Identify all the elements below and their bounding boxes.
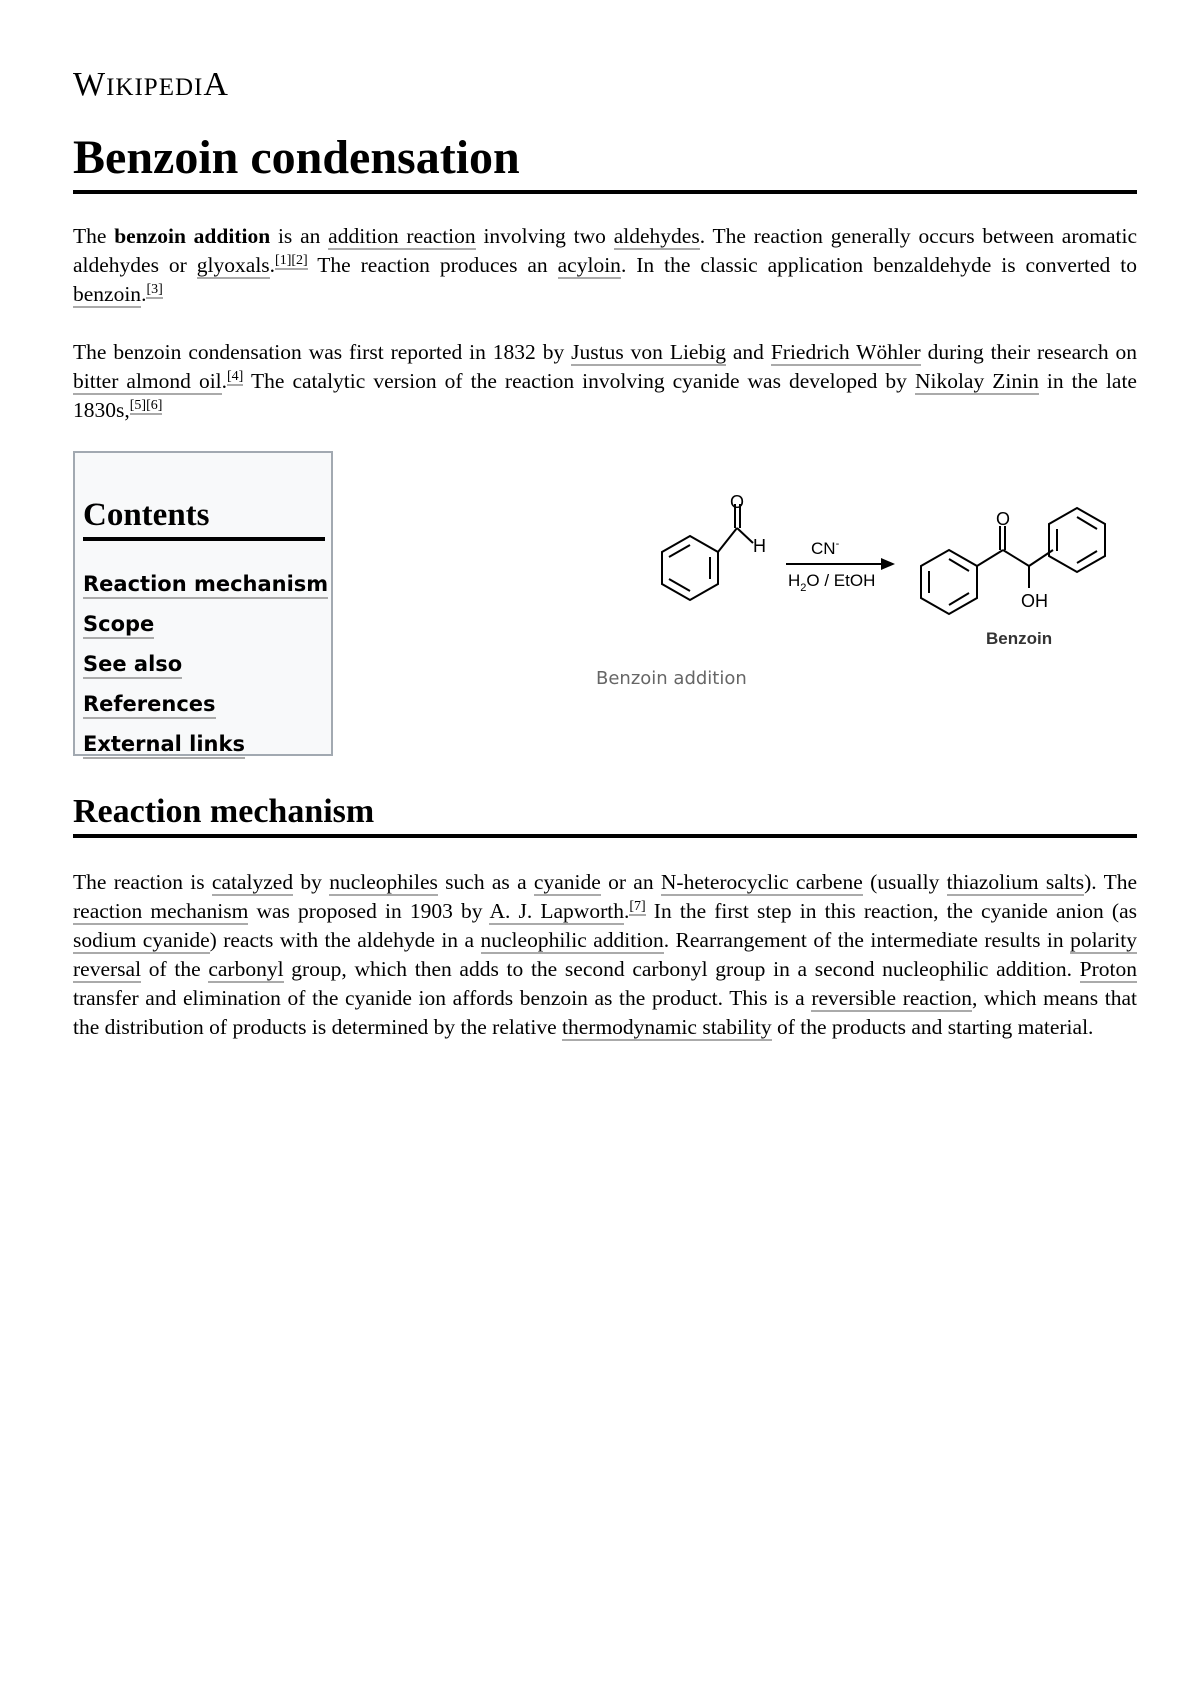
link-addition-reaction[interactable]: addition reaction <box>328 224 476 248</box>
link-acyloin[interactable]: acyloin <box>557 253 621 277</box>
link-cyanide[interactable]: cyanide <box>533 870 601 894</box>
product-oxygen-label: O <box>996 509 1011 529</box>
citation-3[interactable]: [3] <box>146 281 163 297</box>
citation-5[interactable]: [5] <box>129 397 147 413</box>
link-thermodynamic-stability[interactable]: thermodynamic stability <box>562 1015 772 1039</box>
aldehyde-oxygen-label: O <box>730 492 745 512</box>
citation-2[interactable]: [2] <box>291 252 308 268</box>
toc-title: Contents <box>83 495 325 541</box>
link-polarity-reversal[interactable]: polarity reversal <box>73 928 1137 981</box>
toc-item-scope[interactable]: Scope <box>83 611 154 639</box>
toc-item-reaction-mechanism[interactable]: Reaction mechanism <box>83 571 328 599</box>
link-benzoin[interactable]: benzoin <box>73 282 142 306</box>
reaction-arrow <box>786 558 895 570</box>
benzoin-structure <box>921 508 1105 614</box>
page-title: Benzoin condensation <box>73 130 1137 194</box>
link-thiazolium-salts[interactable]: thiazolium salts <box>946 870 1085 894</box>
logo-middle-letters: IKIPEDI <box>106 74 204 101</box>
benzaldehyde-structure <box>662 504 753 600</box>
figure-caption: Benzoin addition <box>596 668 747 689</box>
product-hydroxyl-label: OH <box>1021 591 1048 611</box>
aldehyde-hydrogen-label: H <box>753 536 766 556</box>
reagent-solvent-label: $H_2O$ / EtOH <box>788 571 876 594</box>
link-carbonyl[interactable]: carbonyl <box>208 957 284 981</box>
reagent-cyanide-label: CN- <box>811 538 840 558</box>
link-friedrich-wohler[interactable]: Friedrich Wöhler <box>770 340 921 364</box>
toc-item-external-links[interactable]: External links <box>83 731 245 759</box>
link-aldehydes[interactable]: aldehydes <box>613 224 700 248</box>
link-n-heterocyclic-carbene[interactable]: N-heterocyclic carbene <box>660 870 863 894</box>
citation-4[interactable]: [4] <box>227 368 244 384</box>
link-sodium-cyanide[interactable]: sodium cyanide <box>73 928 210 952</box>
product-benzoin-label: Benzoin <box>986 629 1053 648</box>
logo-last-letter: A <box>203 66 229 103</box>
citation-1[interactable]: [1] <box>275 252 292 268</box>
link-glyoxals[interactable]: glyoxals <box>196 253 270 277</box>
link-nucleophiles[interactable]: nucleophiles <box>329 870 438 894</box>
link-nikolay-zinin[interactable]: Nikolay Zinin <box>914 369 1039 393</box>
bold-term: benzoin addition <box>114 224 271 248</box>
history-paragraph: The benzoin condensation was first reported in 1832 by Justus von Liebig and Friedrich Wöhler during their research on bitter almond oil.[4] The catalytic version of the reaction involving cyanide was developed by Nikolay Zinin in the late 1830s,[5][6] <box>73 340 1137 422</box>
citation-7[interactable]: [7] <box>629 898 646 914</box>
logo-first-letter: W <box>73 66 107 103</box>
link-catalyzed[interactable]: catalyzed <box>211 870 294 894</box>
intro-paragraph: The benzoin addition is an addition reaction involving two aldehydes. The reaction generally occurs between aromatic aldehydes or glyoxals.[1][2] The reaction produces an acyloin. In the classic application benzaldehyde is converted to benzoin.[3] <box>73 224 1137 306</box>
link-reaction-mechanism[interactable]: reaction mechanism <box>73 899 249 923</box>
link-bitter-almond-oil[interactable]: bitter almond oil <box>73 369 222 393</box>
link-proton[interactable]: Proton <box>1079 957 1137 981</box>
link-nucleophilic-addition[interactable]: nucleophilic addition <box>480 928 664 952</box>
link-lapworth[interactable]: A. J. Lapworth <box>489 899 624 923</box>
mechanism-paragraph: The reaction is catalyzed by nucleophiles such as a cyanide or an N-heterocyclic carbene (usually thiazolium salts). The reaction mechanism was proposed in 1903 by A. J. Lapworth.[7] In the first step in this reaction, the cyanide anion (as sodium cyanide) reacts with the aldehyde in a nucleophilic addition. Rearrangement of the intermediate results in polarity reversal of the carbonyl group, which then adds to the second carbonyl group in a second nucleophilic addition. Proton transfer and elimination of the cyanide ion affords benzoin as the product. This is a reversible reaction, which means that the distribution of products is determined by the relative thermodynamic stability of the products and starting material. <box>73 870 1137 1039</box>
table-of-contents <box>73 451 333 756</box>
toc-item-see-also[interactable]: See also <box>83 651 182 679</box>
citation-6[interactable]: [6] <box>146 397 163 413</box>
link-justus-von-liebig[interactable]: Justus von Liebig <box>571 340 726 364</box>
link-reversible-reaction[interactable]: reversible reaction <box>811 986 972 1010</box>
section-heading-reaction-mechanism: Reaction mechanism <box>73 792 1137 838</box>
wikipedia-logo[interactable] <box>73 66 229 104</box>
toc-item-references[interactable]: References <box>83 691 216 719</box>
